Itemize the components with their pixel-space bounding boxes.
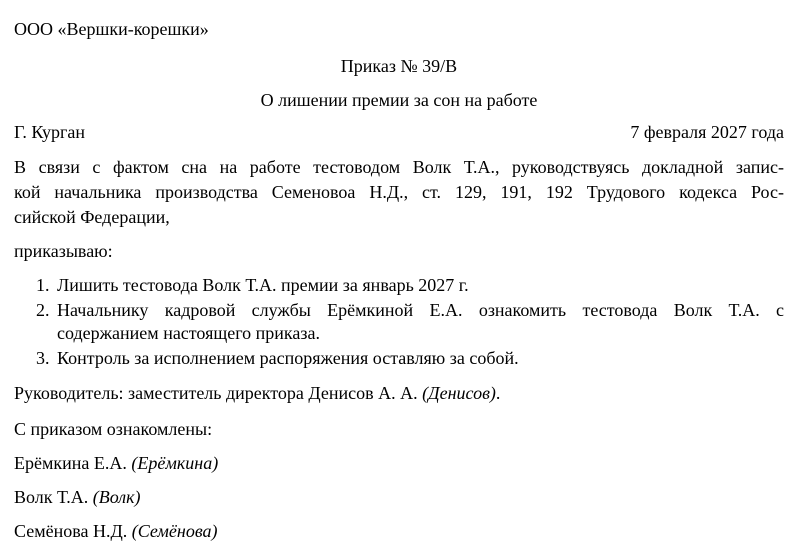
- order-word: приказываю:: [14, 241, 113, 261]
- acknowledged-person: [14, 486, 141, 508]
- list-item-text: Лишить тестовода Волк Т.А. премии за январь 2027 г.: [57, 275, 469, 295]
- order-date: 7 февраля 2027 года: [630, 122, 784, 142]
- person-name: Ерёмкина Е.А.: [14, 453, 127, 473]
- acknowledged-person: [14, 520, 218, 542]
- person-name: Семёнова Н.Д.: [14, 521, 128, 541]
- list-item: [36, 274, 469, 296]
- preamble-line-3: сийской Федерации,: [14, 207, 170, 227]
- acknowledged-label: С приказом ознакомлены:: [14, 419, 213, 439]
- person-signature: (Ерёмкина): [131, 453, 219, 473]
- person-signature: (Волк): [92, 487, 141, 507]
- manager-trailing: .: [495, 383, 501, 403]
- place-date-row: [14, 121, 784, 143]
- order-title: Приказ № 39/В: [340, 56, 458, 76]
- acknowledged-person: [14, 452, 218, 474]
- preamble-line-2: кой начальника производства Семеновоа Н.Д., ст. 129, 191, 192 Трудового кодекса Рос-: [14, 182, 784, 202]
- company-name: ООО «Вершки-корешки»: [14, 19, 209, 39]
- manager-text: Руководитель: заместитель директора Денисов А. А.: [14, 383, 418, 403]
- city: Г. Курган: [14, 122, 86, 142]
- manager-line: [14, 382, 500, 404]
- order-subject: О лишении премии за сон на работе: [260, 90, 538, 110]
- list-item-number: 1.: [36, 275, 50, 295]
- person-signature: (Семёнова): [131, 521, 218, 541]
- list-item: [36, 347, 519, 369]
- person-name: Волк Т.А.: [14, 487, 89, 507]
- list-item-number: 3.: [36, 348, 50, 368]
- list-item: [36, 299, 784, 321]
- list-item-text: Контроль за исполнением распоряжения оставляю за собой.: [57, 348, 519, 368]
- preamble-line-1: В связи с фактом сна на работе тестоводом Волк Т.А., руководствуясь докладной запис-: [14, 157, 784, 177]
- manager-signature: (Денисов): [422, 383, 496, 403]
- order-document: [14, 0, 784, 550]
- list-item-continuation: содержанием настоящего приказа.: [57, 323, 320, 343]
- list-item-text: Начальнику кадровой службы Ерёмкиной Е.А. ознакомить тестовода Волк Т.А. с: [57, 300, 784, 320]
- list-item-number: 2.: [36, 300, 50, 320]
